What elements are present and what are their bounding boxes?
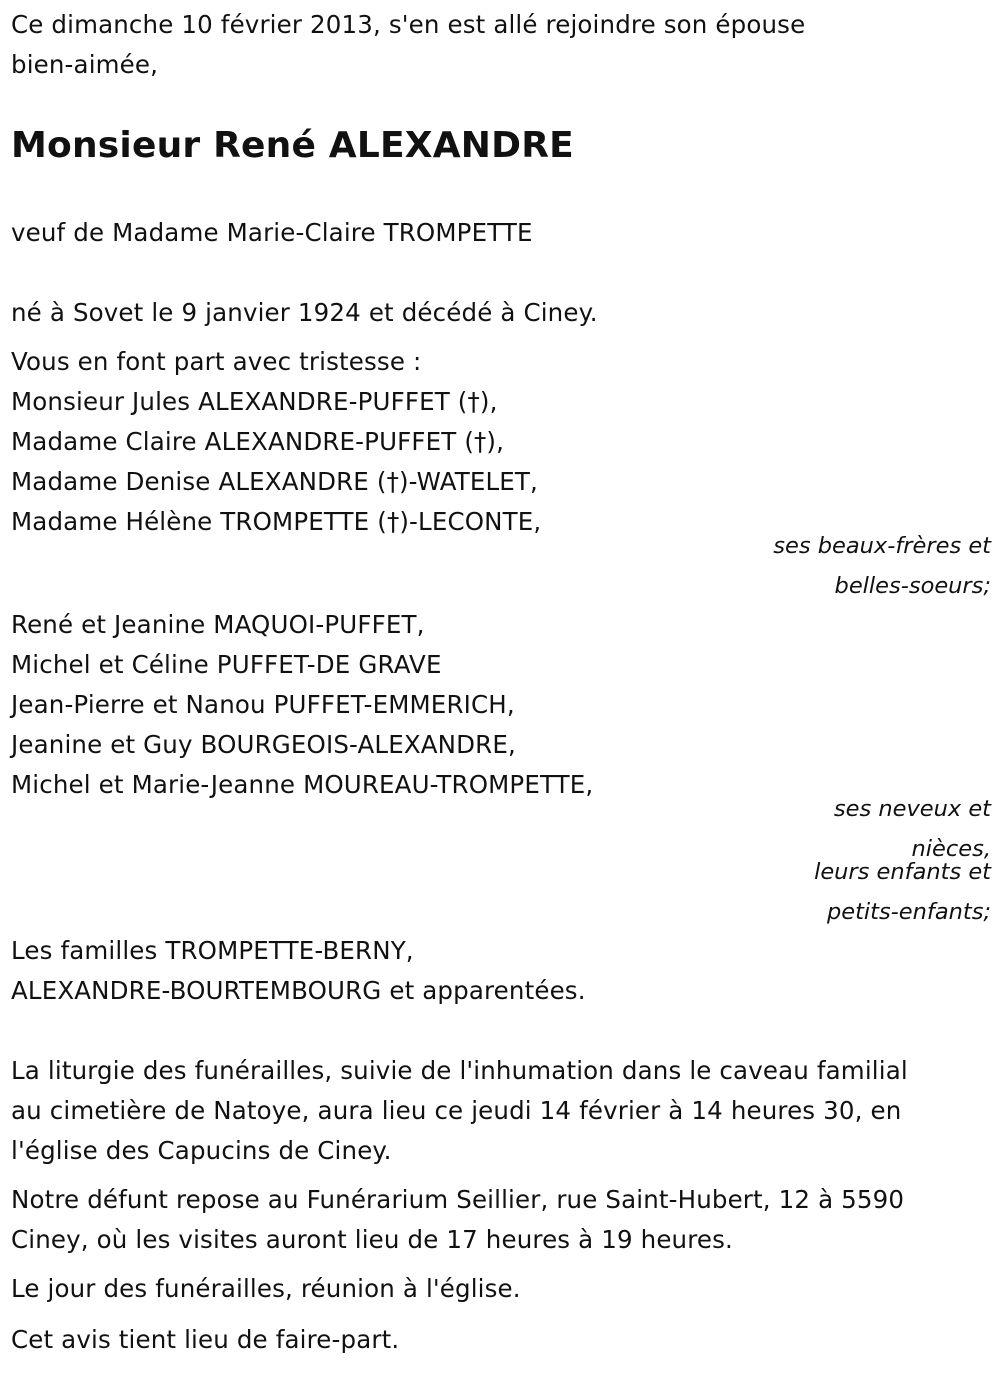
deceased-name: Monsieur René ALEXANDRE <box>11 125 574 166</box>
widower-line: veuf de Madame Marie-Claire TROMPETTE <box>11 218 533 247</box>
relation-label: ses neveux et <box>833 796 991 822</box>
announce-line: Vous en font part avec tristesse : <box>11 347 422 376</box>
relation-label: petits-enfants; <box>826 899 991 925</box>
gathering-line: Le jour des funérailles, réunion à l'église. <box>11 1274 521 1303</box>
obituary-notice <box>11 0 991 1375</box>
families-line: ALEXANDRE-BOURTEMBOURG et apparentées. <box>11 976 586 1005</box>
relation-label: nièces, <box>911 836 991 862</box>
birth-death-line: né à Sovet le 9 janvier 1924 et décédé à Ciney. <box>11 298 598 327</box>
funerarium-line: Notre défunt repose au Funérarium Seillier, rue Saint-Hubert, 12 à 5590 <box>11 1185 905 1214</box>
mourner-line: Monsieur Jules ALEXANDRE-PUFFET (†), <box>11 387 498 416</box>
mourner-line: Michel et Céline PUFFET-DE GRAVE <box>11 650 442 679</box>
intro-line-1: Ce dimanche 10 février 2013, s'en est allé rejoindre son épouse <box>11 10 806 39</box>
liturgy-line: La liturgie des funérailles, suivie de l'inhumation dans le caveau familial <box>11 1056 908 1085</box>
relation-label: belles-soeurs; <box>834 573 991 599</box>
liturgy-line: au cimetière de Natoye, aura lieu ce jeudi 14 février à 14 heures 30, en <box>11 1096 902 1125</box>
mourner-line: Madame Claire ALEXANDRE-PUFFET (†), <box>11 427 505 456</box>
mourner-line: René et Jeanine MAQUOI-PUFFET, <box>11 610 425 639</box>
closing-line: Cet avis tient lieu de faire-part. <box>11 1325 400 1354</box>
relation-label: ses beaux-frères et <box>773 533 991 559</box>
funerarium-line: Ciney, où les visites auront lieu de 17 heures à 19 heures. <box>11 1225 733 1254</box>
liturgy-line: l'église des Capucins de Ciney. <box>11 1136 392 1165</box>
mourner-line: Madame Hélène TROMPETTE (†)-LECONTE, <box>11 507 542 536</box>
mourner-line: Jeanine et Guy BOURGEOIS-ALEXANDRE, <box>11 730 516 759</box>
mourner-line: Madame Denise ALEXANDRE (†)-WATELET, <box>11 467 538 496</box>
mourner-line: Michel et Marie-Jeanne MOUREAU-TROMPETTE, <box>11 770 594 799</box>
mourner-line: Jean-Pierre et Nanou PUFFET-EMMERICH, <box>11 690 515 719</box>
intro-line-2: bien-aimée, <box>11 50 159 79</box>
relation-label: leurs enfants et <box>814 859 991 885</box>
families-line: Les familles TROMPETTE-BERNY, <box>11 936 414 965</box>
